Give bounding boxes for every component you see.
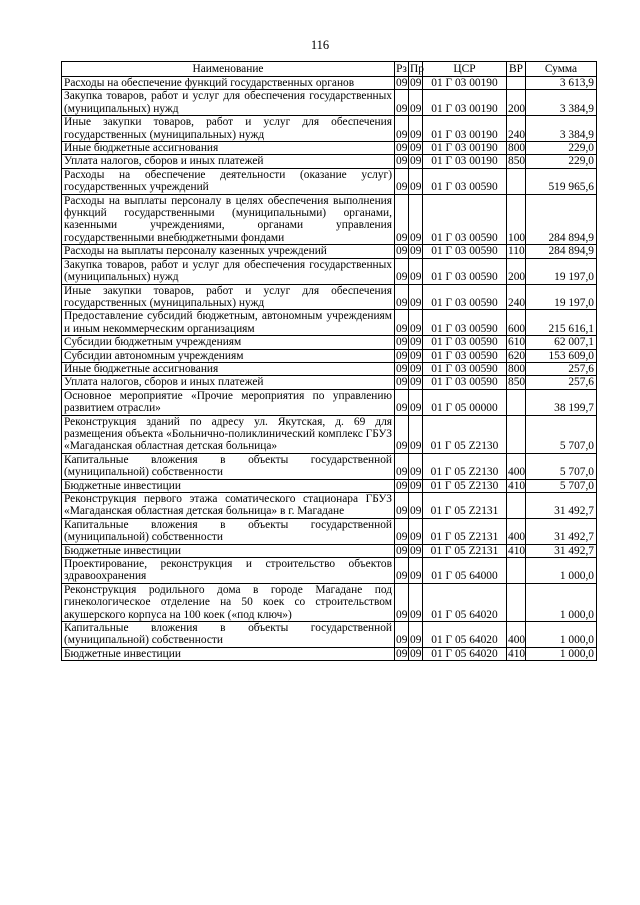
table-row [62, 258, 597, 284]
cell-name: Иные бюджетные ассигнования [62, 142, 395, 155]
cell-sum: 31 492,7 [526, 493, 597, 519]
cell-vr: 410 [508, 647, 526, 660]
cell-csr: 01 Г 05 Z2130 [423, 415, 507, 453]
cell-pr: 09 [410, 647, 422, 660]
cell-vr [507, 389, 526, 415]
cell-pr: 09 [410, 362, 422, 375]
cell-csr: 01 Г 03 00590 [423, 376, 507, 389]
cell-pr: 09 [409, 310, 423, 336]
page-number: 116 [310, 38, 330, 52]
cell-sum: 62 007,1 [526, 336, 597, 349]
cell-csr: 01 Г 05 Z2131 [423, 493, 507, 519]
cell-name: Закупка товаров, работ и услуг для обеспечения государственных (муниципальных) нужд [62, 258, 395, 284]
cell-name: Бюджетные инвестиции [62, 479, 395, 492]
cell-name: Иные закупки товаров, работ и услуг для обеспечения государственных (муниципальных) нужд [62, 116, 395, 142]
cell-csr: 01 Г 05 Z2130 [423, 479, 507, 492]
cell-csr: 01 Г 03 00590 [423, 168, 507, 194]
cell-sum: 257,6 [526, 362, 597, 375]
cell-rz: 09 [396, 77, 408, 89]
cell-rz: 09 [395, 558, 409, 584]
table-row [62, 155, 597, 168]
cell-pr: 09 [409, 493, 423, 519]
cell-name: Реконструкция родильного дома в городе Магадане под гинекологическое отделение на 50 коек со строительством акушерского корпуса на 100 коек («под ключ») [62, 583, 395, 621]
cell-rz: 09 [396, 155, 408, 168]
header-rz: Рз [396, 62, 407, 75]
budget-table [61, 61, 597, 661]
cell-sum: 5 707,0 [526, 479, 597, 492]
cell-pr: 09 [409, 116, 423, 142]
cell-vr [507, 493, 526, 519]
table-row [62, 415, 597, 453]
cell-rz: 09 [395, 622, 409, 648]
cell-vr: 110 [508, 245, 525, 258]
cell-csr: 01 Г 03 00590 [423, 336, 507, 349]
cell-rz: 09 [396, 479, 408, 492]
cell-sum: 153 609,0 [526, 349, 597, 362]
table-row [62, 362, 597, 375]
cell-pr: 09 [409, 518, 423, 544]
cell-vr: 850 [508, 376, 526, 389]
cell-csr: 01 Г 03 00590 [423, 258, 507, 284]
cell-sum: 19 197,0 [526, 258, 597, 284]
cell-vr: 410 [508, 479, 526, 492]
cell-csr: 01 Г 05 64020 [423, 647, 507, 660]
cell-name: Расходы на обеспечение функций государственных органов [62, 77, 395, 90]
cell-name: Капитальные вложения в объекты государственной (муниципальной) собственности [62, 622, 395, 648]
cell-pr: 09 [409, 389, 423, 415]
table-row [62, 622, 597, 648]
cell-vr [507, 168, 526, 194]
cell-pr: 09 [410, 479, 422, 492]
cell-name: Уплата налогов, сборов и иных платежей [62, 155, 395, 168]
cell-pr: 09 [410, 376, 422, 389]
table-row [62, 168, 597, 194]
cell-sum: 1 000,0 [526, 583, 597, 621]
cell-sum: 284 894,9 [526, 245, 597, 258]
header-pr: Пр [410, 62, 424, 75]
cell-rz: 09 [395, 518, 409, 544]
cell-vr [507, 558, 526, 584]
cell-sum: 257,6 [526, 376, 597, 389]
table-header-row [62, 62, 597, 77]
cell-pr: 09 [410, 245, 422, 258]
cell-sum: 3 384,9 [526, 116, 597, 142]
cell-sum: 5 707,0 [526, 453, 597, 479]
cell-sum: 3 613,9 [526, 77, 597, 90]
cell-pr: 09 [410, 155, 422, 168]
cell-csr: 01 Г 05 64000 [423, 558, 507, 584]
cell-rz: 09 [396, 376, 408, 389]
cell-vr: 200 [507, 90, 526, 116]
cell-name: Реконструкция зданий по адресу ул. Якутская, д. 69 для размещения объекта «Больнично-поликлинический комплекс ГБУЗ «Магаданская областная детская больница» [62, 415, 395, 453]
cell-pr: 09 [409, 90, 423, 116]
cell-pr: 09 [410, 77, 422, 89]
cell-name: Расходы на выплаты персоналу казенных учреждений [62, 245, 395, 258]
cell-vr: 800 [508, 142, 526, 155]
cell-sum: 284 894,9 [526, 194, 597, 245]
table-row [62, 376, 597, 389]
cell-sum: 1 000,0 [526, 647, 597, 660]
cell-vr: 850 [508, 155, 526, 168]
cell-rz: 09 [396, 245, 408, 258]
cell-vr [507, 415, 526, 453]
cell-rz: 09 [395, 168, 409, 194]
cell-sum: 519 965,6 [526, 168, 597, 194]
cell-pr: 09 [409, 622, 423, 648]
cell-csr: 01 Г 03 00190 [423, 90, 507, 116]
cell-rz: 09 [395, 310, 409, 336]
cell-name: Бюджетные инвестиции [62, 544, 395, 557]
cell-csr: 01 Г 05 Z2131 [423, 544, 507, 557]
table-row [62, 647, 597, 660]
cell-sum: 31 492,7 [526, 518, 597, 544]
cell-vr: 400 [507, 453, 526, 479]
cell-csr: 01 Г 05 64020 [423, 583, 507, 621]
cell-name: Проектирование, реконструкция и строительство объектов здравоохранения [62, 558, 395, 584]
cell-rz: 09 [395, 194, 409, 245]
cell-sum: 5 707,0 [526, 415, 597, 453]
table-row [62, 245, 597, 258]
table-row [62, 194, 597, 245]
header-csr: ЦСР [423, 62, 507, 77]
cell-rz: 09 [396, 142, 408, 155]
cell-rz: 09 [396, 362, 408, 375]
cell-name: Уплата налогов, сборов и иных платежей [62, 376, 395, 389]
table-row [62, 90, 597, 116]
cell-vr: 620 [508, 349, 526, 362]
table-row [62, 389, 597, 415]
table-row [62, 142, 597, 155]
cell-csr: 01 Г 03 00590 [423, 245, 507, 258]
cell-rz: 09 [395, 493, 409, 519]
cell-pr: 09 [410, 142, 422, 155]
cell-pr: 09 [409, 194, 423, 245]
cell-csr: 01 Г 05 Z2131 [423, 518, 507, 544]
header-vr: ВР [507, 62, 526, 77]
cell-rz: 09 [395, 453, 409, 479]
cell-vr: 400 [507, 518, 526, 544]
cell-vr: 800 [508, 362, 526, 375]
cell-rz: 09 [395, 258, 409, 284]
cell-vr: 240 [507, 284, 526, 310]
cell-pr: 09 [410, 336, 422, 349]
cell-rz: 09 [395, 389, 409, 415]
cell-name: Иные закупки товаров, работ и услуг для обеспечения государственных (муниципальных) нужд [62, 284, 395, 310]
cell-sum: 38 199,7 [526, 389, 597, 415]
table-row [62, 544, 597, 557]
header-name: Наименование [62, 62, 395, 77]
table-row [62, 77, 597, 90]
cell-vr: 610 [508, 336, 526, 349]
cell-sum: 229,0 [526, 142, 597, 155]
table-row [62, 479, 597, 492]
cell-csr: 01 Г 03 00590 [423, 349, 507, 362]
cell-name: Расходы на обеспечение деятельности (оказание услуг) государственных учреждений [62, 168, 395, 194]
cell-rz: 09 [395, 284, 409, 310]
table-row [62, 583, 597, 621]
table-row [62, 284, 597, 310]
cell-csr: 01 Г 03 00590 [423, 310, 507, 336]
cell-csr: 01 Г 05 64020 [423, 622, 507, 648]
cell-pr: 09 [409, 168, 423, 194]
cell-vr: 600 [507, 310, 526, 336]
cell-vr [507, 583, 526, 621]
table-row [62, 310, 597, 336]
cell-vr: 410 [508, 544, 526, 557]
cell-csr: 01 Г 03 00190 [423, 77, 507, 90]
cell-csr: 01 Г 03 00590 [423, 362, 507, 375]
cell-name: Капитальные вложения в объекты государственной (муниципальной) собственности [62, 453, 395, 479]
table-row [62, 493, 597, 519]
cell-rz: 09 [395, 90, 409, 116]
cell-name: Бюджетные инвестиции [62, 647, 395, 660]
cell-vr: 240 [507, 116, 526, 142]
cell-pr: 09 [409, 558, 423, 584]
table-row [62, 558, 597, 584]
table-row [62, 116, 597, 142]
cell-pr: 09 [409, 453, 423, 479]
cell-vr: 400 [507, 622, 526, 648]
cell-sum: 1 000,0 [526, 558, 597, 584]
cell-rz: 09 [396, 544, 408, 557]
cell-name: Основное мероприятие «Прочие мероприятия по управлению развитием отрасли» [62, 389, 395, 415]
cell-name: Субсидии автономным учреждениям [62, 349, 395, 362]
cell-name: Иные бюджетные ассигнования [62, 362, 395, 375]
cell-rz: 09 [396, 349, 408, 362]
cell-name: Расходы на выплаты персоналу в целях обеспечения выполнения функций государственными (муниципальными) органами, казенными учреждениями, органами управления государственными внебюджетными фондами [62, 194, 395, 245]
cell-sum: 19 197,0 [526, 284, 597, 310]
cell-rz: 09 [396, 647, 408, 660]
header-sum: Сумма [526, 62, 597, 77]
table-row [62, 518, 597, 544]
cell-sum: 1 000,0 [526, 622, 597, 648]
cell-pr: 09 [409, 258, 423, 284]
cell-name: Предоставление субсидий бюджетным, автономным учреждениям и иным некоммерческим организациям [62, 310, 395, 336]
cell-pr: 09 [410, 544, 422, 557]
cell-csr: 01 Г 03 00590 [423, 194, 507, 245]
cell-csr: 01 Г 03 00190 [423, 142, 507, 155]
table-row [62, 349, 597, 362]
cell-name: Капитальные вложения в объекты государственной (муниципальной) собственности [62, 518, 395, 544]
cell-csr: 01 Г 03 00590 [423, 284, 507, 310]
cell-csr: 01 Г 05 00000 [423, 389, 507, 415]
cell-rz: 09 [396, 336, 408, 349]
table-row [62, 453, 597, 479]
cell-sum: 31 492,7 [526, 544, 597, 557]
cell-pr: 09 [409, 583, 423, 621]
cell-rz: 09 [395, 583, 409, 621]
table-body [62, 77, 597, 661]
cell-csr: 01 Г 03 00190 [423, 116, 507, 142]
cell-vr: 100 [507, 194, 526, 245]
cell-csr: 01 Г 05 Z2130 [423, 453, 507, 479]
cell-sum: 229,0 [526, 155, 597, 168]
cell-pr: 09 [409, 284, 423, 310]
cell-sum: 3 384,9 [526, 90, 597, 116]
cell-pr: 09 [410, 349, 422, 362]
cell-vr: 200 [507, 258, 526, 284]
cell-sum: 215 616,1 [526, 310, 597, 336]
table-row [62, 336, 597, 349]
cell-pr: 09 [409, 415, 423, 453]
cell-vr [507, 77, 526, 90]
cell-rz: 09 [395, 116, 409, 142]
cell-csr: 01 Г 03 00190 [423, 155, 507, 168]
cell-rz: 09 [395, 415, 409, 453]
cell-name: Реконструкция первого этажа соматического стационара ГБУЗ «Магаданская областная детская больница» в г. Магадане [62, 493, 395, 519]
cell-name: Закупка товаров, работ и услуг для обеспечения государственных (муниципальных) нужд [62, 90, 395, 116]
cell-name: Субсидии бюджетным учреждениям [62, 336, 395, 349]
